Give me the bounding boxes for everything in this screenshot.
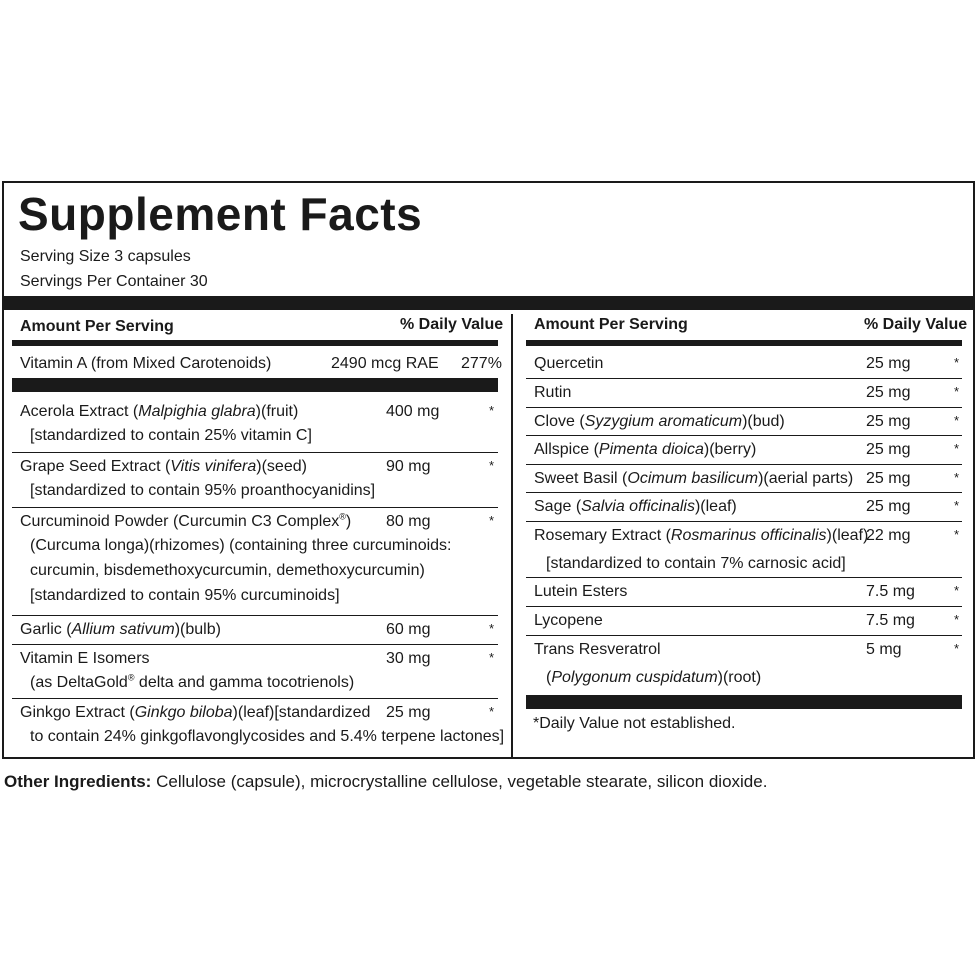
row-divider — [526, 635, 962, 636]
ingredient-detail: [standardized to contain 7% carnosic acid] — [546, 555, 846, 572]
row-divider — [12, 452, 498, 453]
daily-value-asterisk: * — [489, 513, 495, 528]
daily-value-footnote: *Daily Value not established. — [533, 715, 736, 732]
other-ingredients-label: Other Ingredients: — [4, 772, 152, 791]
ingredient-amount: 25 mg — [386, 704, 431, 721]
name-text: Acerola Extract ( — [20, 403, 139, 420]
name-italic: Ocimum basilicum — [627, 470, 759, 487]
daily-value-asterisk: * — [489, 621, 495, 636]
name-text: Allspice ( — [534, 441, 599, 458]
name-text: )(leaf) — [694, 498, 737, 515]
column-divider — [511, 314, 513, 759]
name-text: delta and gamma tocotrienols) — [134, 674, 355, 691]
name-text: )(bulb) — [174, 621, 221, 638]
ingredient-name — [534, 580, 627, 604]
name-text: ) — [345, 513, 352, 530]
ingredient-name — [20, 647, 150, 671]
ingredient-detail: (Curcuma longa)(rhizomes) (containing three curcuminoids: — [30, 537, 452, 554]
name-text: Lycopene — [534, 612, 603, 629]
right-footer-divider — [526, 695, 962, 709]
name-text: Clove ( — [534, 413, 585, 430]
name-italic: Syzygium aromaticum — [584, 413, 743, 430]
name-text: Curcuminoid Powder (Curcumin C3 Complex — [20, 513, 340, 530]
ingredient-detail: [standardized to contain 95% curcuminoids] — [30, 587, 340, 604]
name-text: )(bud) — [742, 413, 785, 430]
row-divider — [12, 698, 498, 699]
daily-value-asterisk: * — [954, 612, 960, 627]
other-ingredients — [4, 770, 767, 794]
ingredient-amount: 22 mg — [866, 527, 911, 544]
name-text: Quercetin — [534, 355, 604, 372]
ingredient-detail — [546, 666, 761, 690]
ingredient-detail: curcumin, bisdemethoxycurcumin, demethoxycurcumin) — [30, 562, 425, 579]
panel-title: Supplement Facts — [18, 188, 423, 240]
right-header-divider — [526, 340, 962, 346]
left-vitamin-divider — [12, 378, 498, 392]
row-divider — [526, 521, 962, 522]
daily-value-asterisk: * — [954, 470, 960, 485]
ingredient-amount: 90 mg — [386, 458, 431, 475]
name-italic: Salvia officinalis — [581, 498, 695, 515]
row-divider — [526, 435, 962, 436]
ingredient-amount: 7.5 mg — [866, 612, 915, 629]
name-text: Vitamin E Isomers — [20, 650, 150, 667]
vitamin-a-dv: 277% — [461, 355, 502, 372]
ingredient-name — [534, 381, 571, 405]
name-text: (as DeltaGold — [30, 674, 128, 691]
ingredient-name — [20, 701, 370, 725]
ingredient-amount: 25 mg — [866, 470, 911, 487]
right-header-dv: % Daily Value — [864, 316, 968, 333]
ingredient-name — [534, 410, 785, 434]
ingredient-detail: to contain 24% ginkgoflavonglycosides and 5.4% terpene lactones] — [30, 728, 505, 745]
registered-mark: ® — [339, 511, 346, 522]
ingredient-name — [20, 618, 221, 642]
ingredient-name — [534, 467, 853, 491]
name-italic: Allium sativum — [71, 621, 175, 638]
ingredient-detail: [standardized to contain 25% vitamin C] — [30, 427, 312, 444]
ingredient-name — [534, 638, 661, 662]
ingredient-detail: [standardized to contain 95% proanthocyanidins] — [30, 482, 376, 499]
ingredient-amount: 25 mg — [866, 441, 911, 458]
daily-value-asterisk: * — [954, 583, 960, 598]
row-divider — [526, 492, 962, 493]
name-text: Sage ( — [534, 498, 582, 515]
name-text: )(aerial parts) — [758, 470, 854, 487]
daily-value-asterisk: * — [954, 355, 960, 370]
row-divider — [526, 407, 962, 408]
right-header-amount: Amount Per Serving — [534, 316, 688, 333]
ingredient-amount: 7.5 mg — [866, 583, 915, 600]
daily-value-asterisk: * — [489, 704, 495, 719]
ingredient-name — [534, 524, 868, 548]
ingredient-amount: 80 mg — [386, 513, 431, 530]
ingredient-amount: 25 mg — [866, 355, 911, 372]
daily-value-asterisk: * — [954, 441, 960, 456]
name-text: ( — [546, 669, 552, 686]
left-header-amount: Amount Per Serving — [20, 318, 174, 335]
daily-value-asterisk: * — [954, 527, 960, 542]
name-text: Ginkgo Extract ( — [20, 704, 135, 721]
daily-value-asterisk: * — [954, 413, 960, 428]
name-text: )(root) — [717, 669, 762, 686]
name-text: Rosemary Extract ( — [534, 527, 671, 544]
ingredient-amount: 400 mg — [386, 403, 440, 420]
name-text: )(seed) — [256, 458, 307, 475]
ingredient-amount: 25 mg — [866, 413, 911, 430]
vitamin-a-amount: 2490 mcg RAE — [331, 355, 439, 372]
ingredient-amount: 25 mg — [866, 498, 911, 515]
name-text: )(fruit) — [255, 403, 299, 420]
left-header-divider — [12, 340, 498, 346]
name-text: )(berry) — [703, 441, 757, 458]
row-divider — [526, 606, 962, 607]
servings-per-container: Servings Per Container 30 — [20, 273, 208, 290]
ingredient-amount: 30 mg — [386, 650, 431, 667]
ingredient-name — [534, 352, 603, 376]
name-text: Sweet Basil ( — [534, 470, 628, 487]
name-text: Garlic ( — [20, 621, 72, 638]
row-divider — [526, 464, 962, 465]
name-text: Trans Resveratrol — [534, 641, 661, 658]
daily-value-asterisk: * — [954, 498, 960, 513]
ingredient-name — [20, 455, 307, 479]
serving-size: Serving Size 3 capsules — [20, 248, 191, 265]
ingredient-amount: 60 mg — [386, 621, 431, 638]
row-divider — [12, 507, 498, 508]
daily-value-asterisk: * — [489, 650, 495, 665]
ingredient-name — [20, 510, 351, 534]
name-italic: Rosmarinus officinalis — [670, 527, 827, 544]
name-italic: Polygonum cuspidatum — [551, 669, 718, 686]
name-italic: Ginkgo biloba — [134, 704, 233, 721]
name-text: Grape Seed Extract ( — [20, 458, 171, 475]
ingredient-name — [534, 609, 603, 633]
name-text: Lutein Esters — [534, 583, 628, 600]
ingredient-name — [20, 400, 298, 424]
name-text: )(leaf)[standardized — [232, 704, 371, 721]
name-text: Rutin — [534, 384, 572, 401]
other-ingredients-text: Cellulose (capsule), microcrystalline cellulose, vegetable stearate, silicon dioxide. — [151, 772, 768, 791]
daily-value-asterisk: * — [489, 403, 495, 418]
ingredient-amount: 5 mg — [866, 641, 902, 658]
registered-mark: ® — [127, 672, 135, 683]
row-divider — [526, 577, 962, 578]
ingredient-name — [534, 438, 756, 462]
daily-value-asterisk: * — [954, 384, 960, 399]
vitamin-a-name: Vitamin A (from Mixed Carotenoids) — [20, 355, 272, 372]
name-text: )(leaf) — [826, 527, 869, 544]
row-divider — [12, 644, 498, 645]
ingredient-detail — [30, 671, 354, 695]
row-divider — [12, 615, 498, 616]
thick-divider — [4, 296, 973, 310]
name-italic: Malpighia glabra — [138, 403, 256, 420]
daily-value-asterisk: * — [489, 458, 495, 473]
name-italic: Vitis vinifera — [170, 458, 257, 475]
name-italic: Pimenta dioica — [598, 441, 704, 458]
row-divider — [526, 378, 962, 379]
ingredient-name — [534, 495, 737, 519]
left-header-dv: % Daily Value — [400, 316, 504, 333]
daily-value-asterisk: * — [954, 641, 960, 656]
ingredient-amount: 25 mg — [866, 384, 911, 401]
